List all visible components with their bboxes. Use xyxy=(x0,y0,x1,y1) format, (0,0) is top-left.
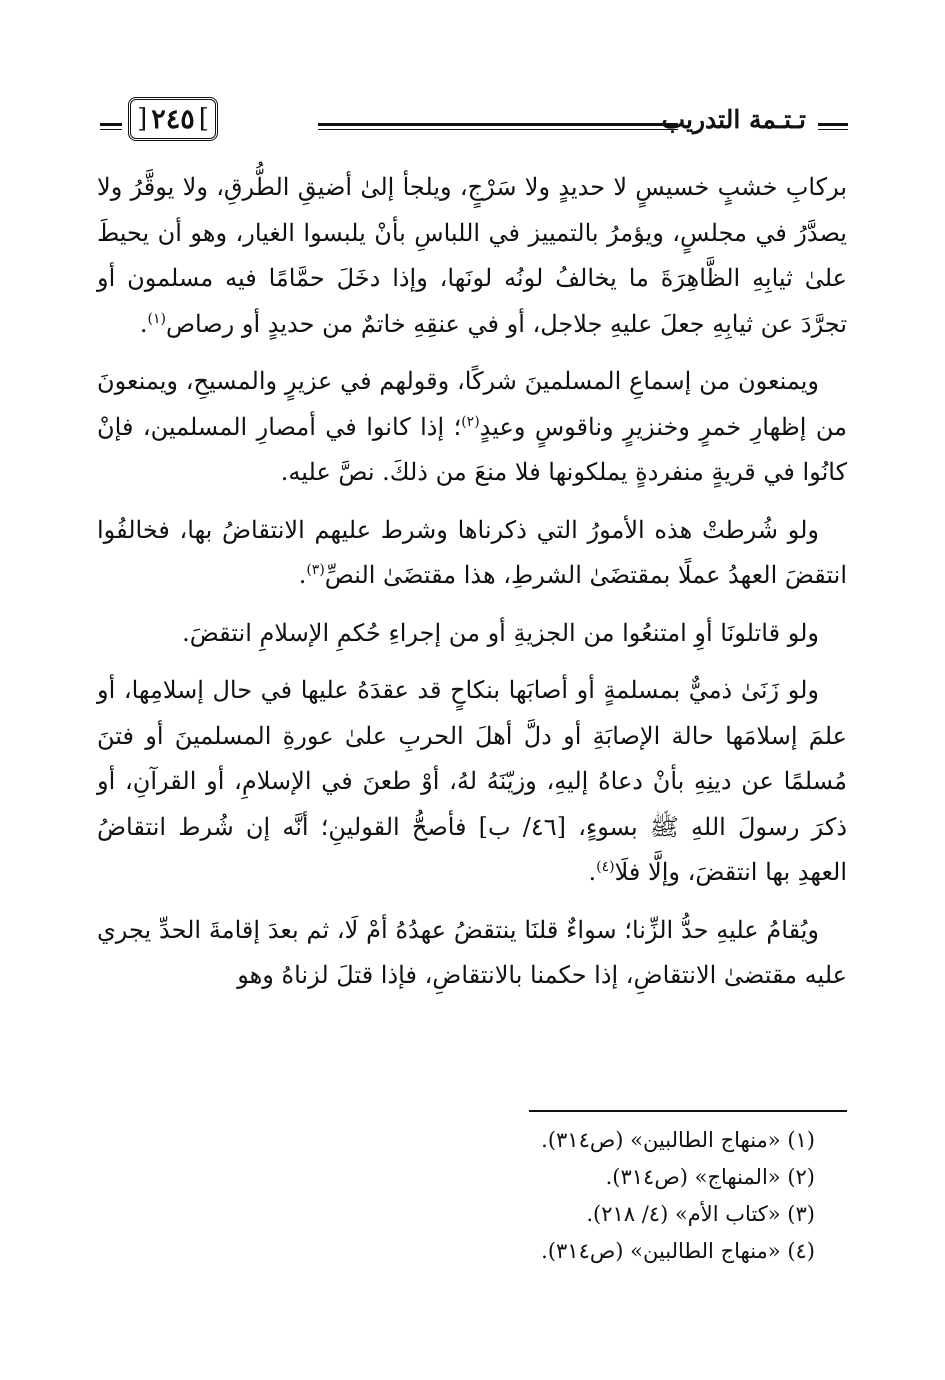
footnote-ref: (١) xyxy=(147,310,166,327)
header-rule-middle xyxy=(318,123,678,130)
paragraph-text: ولو شُرطتْ هذه الأمورُ التي ذكرناها وشرط عليهم الانتقاضُ بها، فخالفُوا انتقضَ العهدُ عملًا بمقتضَىٰ الشرطِ، هذا مقتضَىٰ النصِّ xyxy=(97,515,847,589)
footnote: (٤) «منهاج الطالبين» (ص٣١٤). xyxy=(541,1239,815,1263)
footnote-ref: (٣) xyxy=(306,562,325,578)
footnote-ref: (٤) xyxy=(596,859,615,875)
paragraph xyxy=(97,359,847,496)
paragraph-end: . xyxy=(139,309,148,338)
footnote-separator xyxy=(529,1110,847,1112)
header-rule-left xyxy=(100,123,122,130)
page-header xyxy=(100,95,848,155)
paragraph xyxy=(97,165,847,347)
footnote-ref: (٢) xyxy=(461,413,480,430)
paragraph-text: ؛ إذا كانوا في أمصارِ المسلمين، فإنْ كانُوا في قريةٍ منفردةٍ يملكونها فلا منعَ من ذلكَ. نصَّ عليه. xyxy=(97,412,847,486)
footnotes xyxy=(125,1122,815,1270)
paragraph-text: ولو زَنَىٰ ذميٌّ بمسلمةٍ أو أصابَها بنكاحٍ قد عقدَهُ عليها في حال إسلامِها، أو علمَ إسلامَها حالة الإصابَةِ أو دلَّ أهلَ الحربِ علىٰ عورةِ المسلمينَ أو فتنَ مُسلمًا عن دينِهِ بأنْ دعاهُ إليهِ، وزيّنَهُ لهُ، أوْ طعنَ في الإسلامِ، أو القرآنِ، أو ذكرَ رسولَ اللهِ ﷺ بسوءٍ، [٤٦/ ب] فأصحُّ القولينِ؛ أنَّه إن شُرط انتقاضُ العهدِ بها انتقضَ، وإلَّا فلَا xyxy=(97,676,848,886)
main-text xyxy=(97,165,847,999)
page-number-frame xyxy=(128,97,218,141)
paragraph-text: ويمنعون من إسماعِ المسلمينَ شركًا، وقولهم في عزيرٍ والمسيحِ، ويمنعونَ من إظهارِ خمرٍ وخنزيرٍ وناقوسٍ وعيدٍ xyxy=(97,367,847,441)
bracket-icon: ] xyxy=(198,104,209,134)
paragraph xyxy=(97,668,847,896)
footnote: (٣) «كتاب الأم» (٤/ ٢١٨). xyxy=(586,1202,815,1226)
paragraph-end: . xyxy=(298,561,307,589)
footnote: (١) «منهاج الطالبين» (ص٣١٤). xyxy=(541,1128,815,1152)
footnote: (٢) «المنهاج» (ص٣١٤). xyxy=(605,1165,815,1189)
header-rule-right xyxy=(818,123,848,130)
paragraph xyxy=(97,508,847,599)
running-title: تـتـمة التدريب xyxy=(661,105,806,134)
paragraph-text: ولو قاتلونَا أوِ امتنعُوا من الجزيةِ أو من إجراءِ حُكمِ الإسلامِ انتقضَ. xyxy=(182,618,819,647)
bracket-icon: [ xyxy=(137,104,148,134)
page-number: ٢٤٥ xyxy=(151,103,195,135)
paragraph xyxy=(97,611,847,657)
paragraph-text: بركابِ خشبٍ خسيسٍ لا حديدٍ ولا سَرْجٍ، ويلجأ إلىٰ أضيقِ الطُّرقِ، ولا يوقَّرُ ولا يصدَّرُ في مجلسٍ، ويؤمرُ بالتمييز في اللباسِ بأنْ يلبسوا الغيار، وهو أن يحيطَ علىٰ ثيابِهِ الظَّاهِرَةَ ما يخالفُ لونُه لونَها، وإذا دخَلَ حمَّامًا فيه مسلمون أو تجرَّدَ عن ثيابِهِ جعلَ عليهِ جلاجل، أو في عنقِهِ خاتمٌ من حديدٍ أو رصاص xyxy=(97,173,847,338)
paragraph-end: . xyxy=(588,858,597,886)
paragraph xyxy=(97,908,847,999)
paragraph-text: ويُقامُ عليهِ حدُّ الزِّنا؛ سواءٌ قلنَا ينتقضُ عهدُهُ أمْ لَا، ثم بعدَ إقامةَ الحدِّ يجري عليه مقتضىٰ الانتقاضِ، إذا حكمنا بالانتقاضِ، فإذا قتلَ لزناهُ وهو xyxy=(97,915,847,989)
